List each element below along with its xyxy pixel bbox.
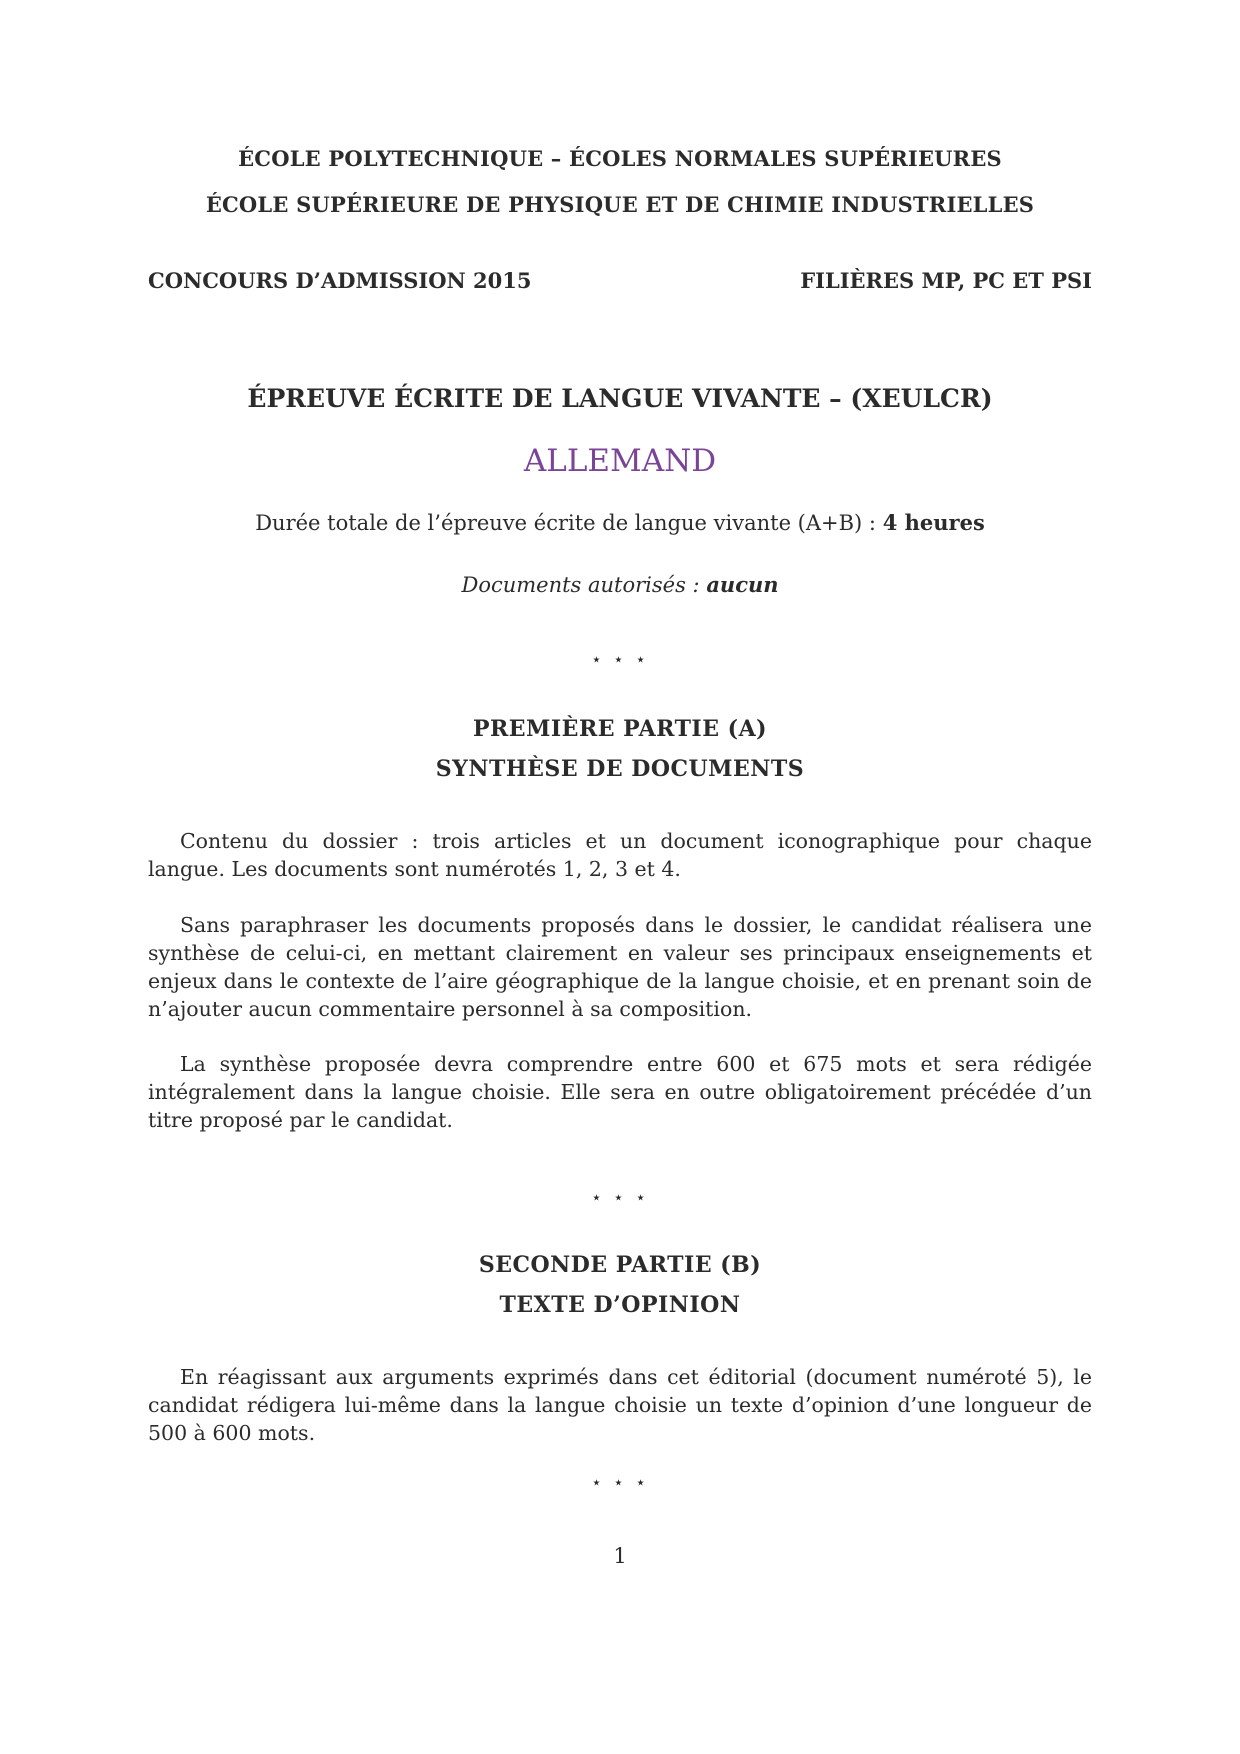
duration-label: Durée totale de l’épreuve écrite de langue vivante (A+B) :	[255, 511, 877, 535]
duration-line	[0, 510, 1240, 535]
part-a-paragraph: Sans paraphraser les documents proposés dans le dossier, le candidat réalisera une synthèse de celui-ci, en mettant clairement en valeur ses principaux enseignements et enjeux dans le contexte de l’aire géographique de la langue choisie, et en prenant soin de n’ajouter aucun commentaire personnel à sa composition.	[148, 913, 1092, 1021]
separator-stars: ⋆ ⋆ ⋆	[591, 650, 649, 670]
documents-label: Documents autorisés :	[461, 573, 700, 597]
documents-value: aucun	[706, 572, 779, 597]
part-b-title: SECONDE PARTIE (B)	[478, 1252, 762, 1278]
separator-stars: ⋆ ⋆ ⋆	[591, 1473, 649, 1493]
duration-value: 4 heures	[882, 510, 985, 535]
part-a-title: PREMIÈRE PARTIE (A)	[472, 716, 768, 742]
separator-stars: ⋆ ⋆ ⋆	[591, 1188, 649, 1208]
header-espci: ÉCOLE SUPÉRIEURE DE PHYSIQUE ET DE CHIMIE INDUSTRIELLES	[205, 192, 1035, 217]
part-a-paragraph: Contenu du dossier : trois articles et un document iconographique pour chaque langue. Les documents sont numérotés 1, 2, 3 et 4.	[148, 829, 1092, 881]
documents-line	[0, 572, 1240, 597]
header-schools: ÉCOLE POLYTECHNIQUE – ÉCOLES NORMALES SUPÉRIEURES	[238, 146, 1002, 171]
part-a-paragraph: La synthèse proposée devra comprendre entre 600 et 675 mots et sera rédigée intégralement dans la langue choisie. Elle sera en outre obligatoirement précédée d’un titre proposé par le candidat.	[148, 1052, 1092, 1132]
page-number: 1	[613, 1544, 627, 1568]
filieres-label: FILIÈRES MP, PC ET PSI	[800, 268, 1092, 293]
part-b-paragraph: En réagissant aux arguments exprimés dans cet éditorial (document numéroté 5), le candidat rédigera lui-même dans la langue choisie un texte d’opinion d’une longueur de 500 à 600 mots.	[148, 1365, 1092, 1445]
part-a-subtitle: SYNTHÈSE DE DOCUMENTS	[435, 756, 805, 782]
exam-title: ÉPREUVE ÉCRITE DE LANGUE VIVANTE – (XEULCR)	[247, 384, 993, 413]
concours-label: CONCOURS D’ADMISSION 2015	[148, 268, 532, 293]
part-b-subtitle: TEXTE D’OPINION	[499, 1292, 741, 1318]
language-title: ALLEMAND	[523, 443, 717, 479]
